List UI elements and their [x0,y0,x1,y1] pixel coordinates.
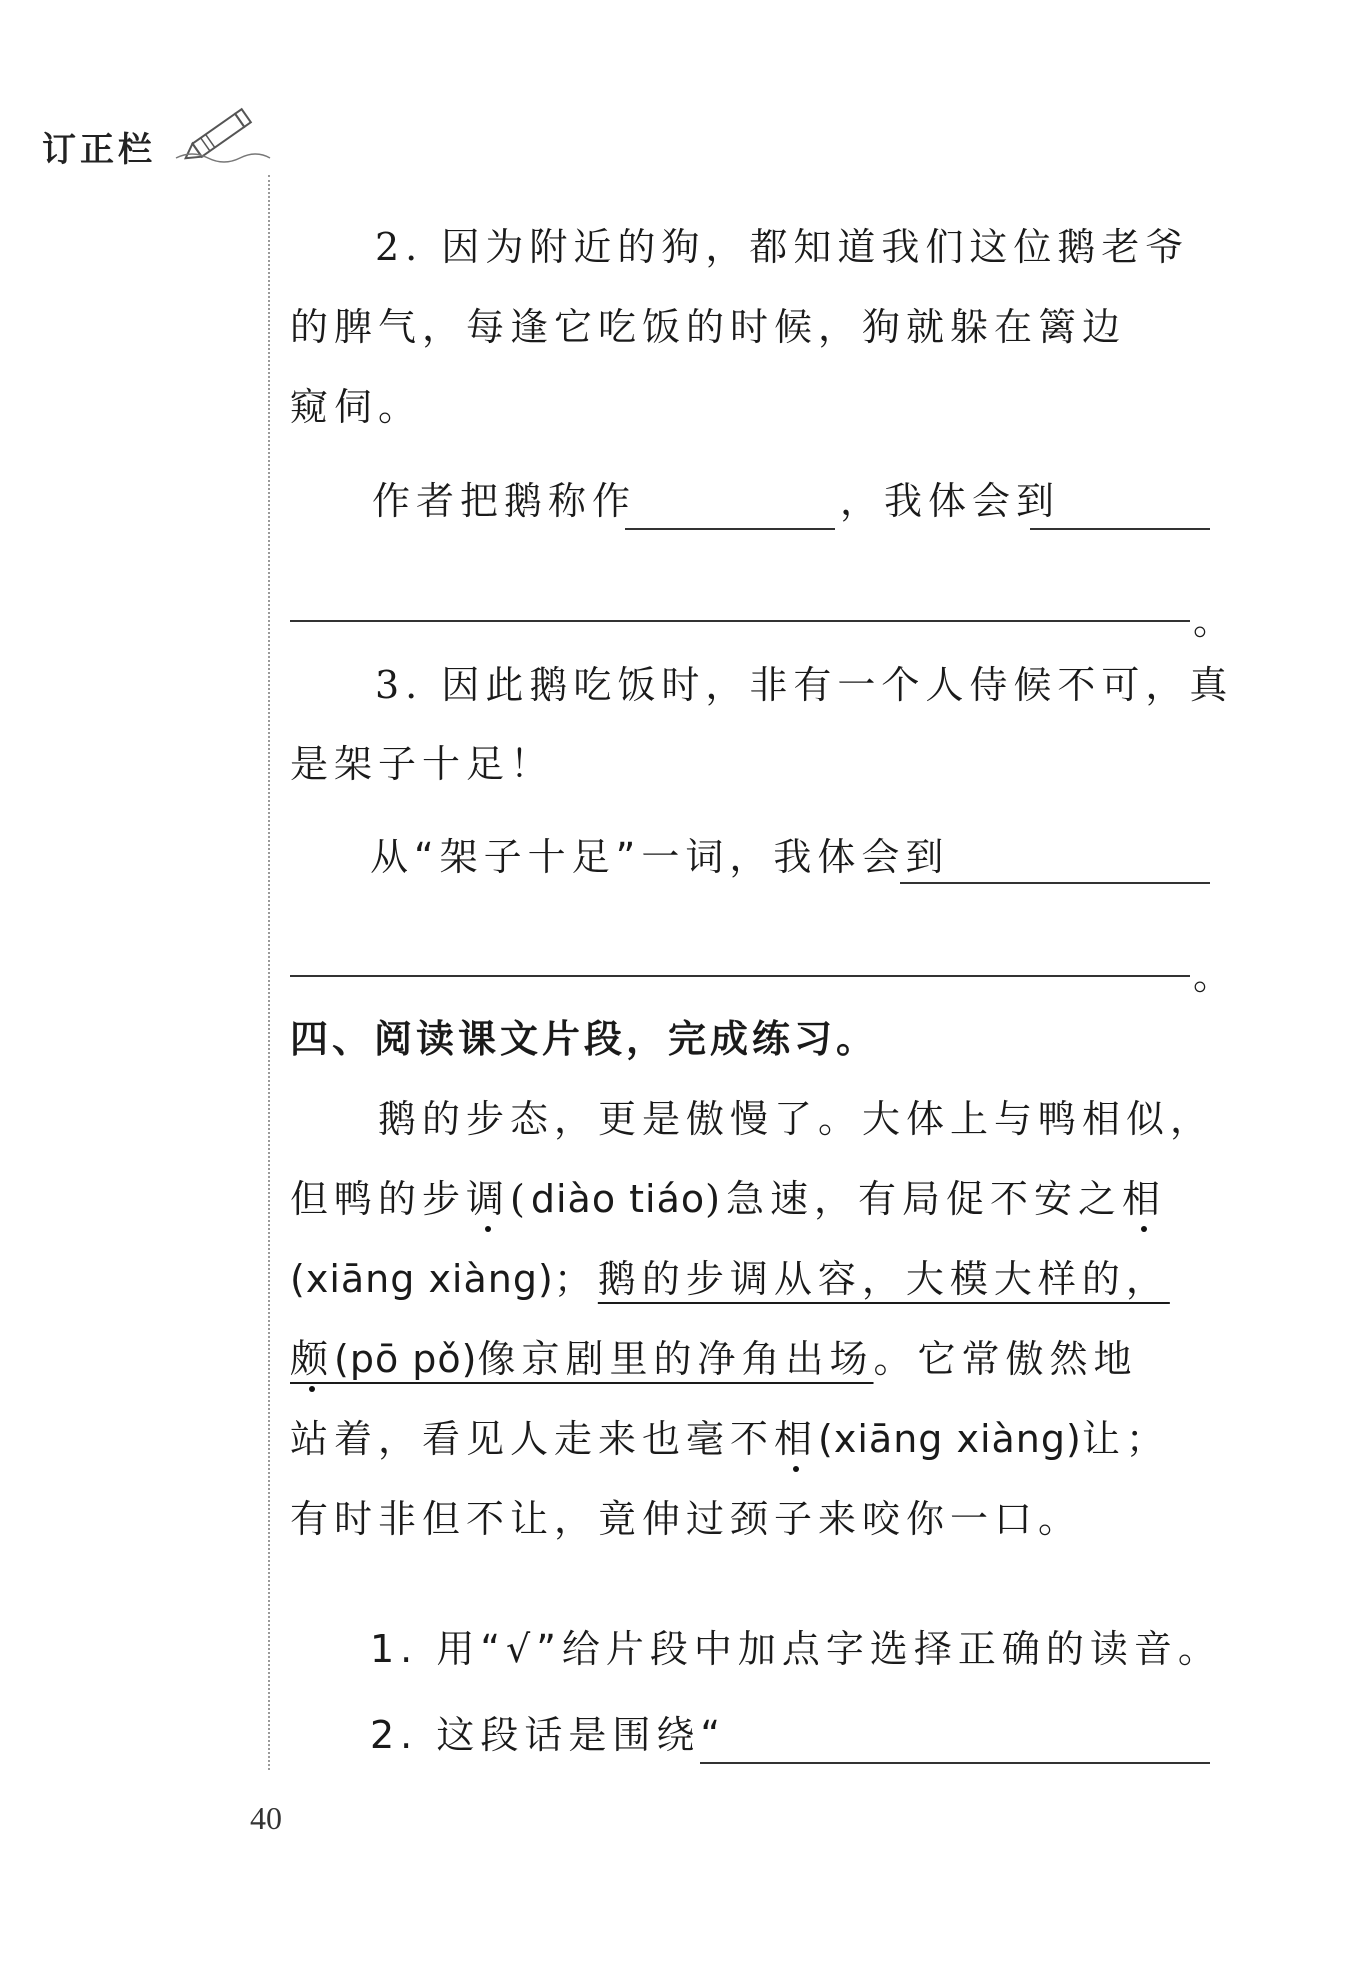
q3-fill-label: 从“架子十足”一词，我体会到 [370,835,950,879]
q2-answer-blank-3[interactable] [290,620,1190,622]
passage-line1: 鹅的步态，更是傲慢了。大体上与鸭相似， [378,1097,1215,1141]
q2-fill-label-a: 作者把鹅称作 [372,479,637,523]
q2-answer-blank-2[interactable] [1030,528,1210,530]
q2-period: 。 [1193,599,1232,643]
dotted-char-diao: 调 [466,1177,511,1221]
passage-text: 。它常傲然地 [873,1337,1138,1381]
pencil-icon [172,100,272,170]
passage-text: 站着，看见人走来也毫不 [290,1417,775,1461]
dotted-char-po: 颇 [290,1337,335,1381]
passage-text: )急速，有局促不安之 [705,1177,1122,1221]
q3-period: 。 [1193,954,1232,998]
pinyin-choice-po[interactable]: (pō pǒ) [334,1337,478,1381]
task2-answer-blank[interactable] [700,1762,1210,1764]
passage-line3 [290,1257,1170,1301]
q3-answer-blank-1[interactable] [900,882,1210,884]
passage-line5 [290,1417,1170,1461]
passage-line6: 有时非但不让，竟伸过颈子来咬你一口。 [290,1497,1083,1541]
passage-line4 [290,1337,1138,1381]
passage-text: ； [553,1257,598,1301]
correction-column-title: 订正栏 [42,130,156,170]
q3-line1: 3. 因此鹅吃饭时，非有一个人侍候不可，真 [375,663,1234,707]
pinyin-choice-xiang-2[interactable]: (xiāng xiàng) [818,1417,1082,1461]
dotted-char-xiang-2: 相 [774,1417,819,1461]
correction-column-divider [268,175,270,1770]
task2: 2. 这段话是围绕“ [370,1713,727,1757]
passage-text: 让； [1081,1417,1170,1461]
q3-line2: 是架子十足！ [290,742,555,786]
paren: ( [510,1177,531,1221]
underlined-sentence: 像京剧里的净角出场 [477,1337,874,1381]
q2-line2: 的脾气，每逢它吃饭的时候，狗就躲在篱边 [290,305,1127,349]
dotted-char-xiang-1: 相 [1121,1177,1166,1221]
section4-heading: 四、阅读课文片段，完成练习。 [290,1017,879,1061]
passage-line2 [290,1177,1166,1221]
q2-fill-label-b: ，我体会到 [840,479,1061,523]
passage-text: 但鸭的步 [290,1177,467,1221]
underlined-sentence: 鹅的步调从容，大模大样的， [597,1257,1170,1301]
pinyin-choice-xiang-1[interactable]: (xiāng xiàng) [290,1257,554,1301]
pinyin-choice-diao-tiao[interactable]: diào tiáo [530,1177,706,1221]
task1: 1. 用“√”给片段中加点字选择正确的读音。 [370,1627,1222,1671]
q2-answer-blank-1[interactable] [625,528,835,530]
page-number: 40 [250,1800,282,1836]
q2-line1: 2. 因为附近的狗，都知道我们这位鹅老爷 [375,225,1190,269]
q3-answer-blank-2[interactable] [290,975,1190,977]
q2-line3: 窥伺。 [290,385,423,429]
